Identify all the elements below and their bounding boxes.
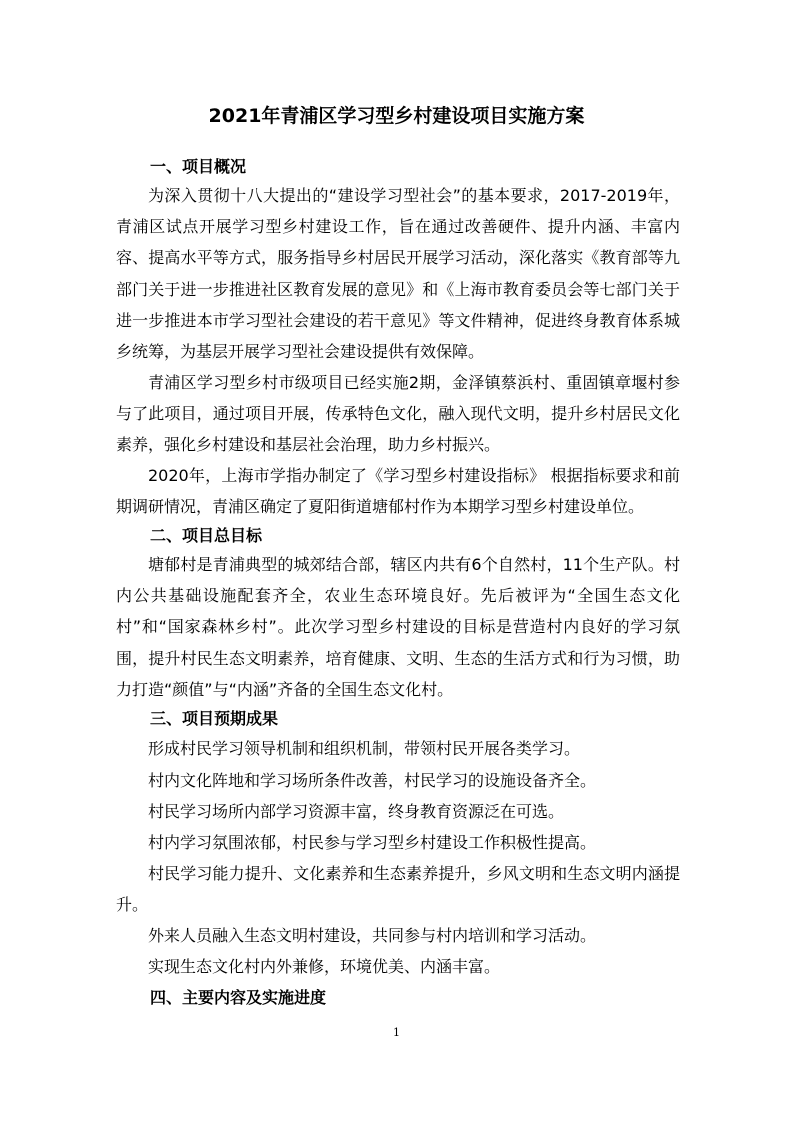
document-title: 2021年青浦区学习型乡村建设项目实施方案 — [208, 105, 585, 127]
list-item-result: 外来人员融入生态文明村建设，共同参与村内培训和学习活动。 — [148, 926, 597, 945]
list-item-result: 实现生态文化村内外兼修，环境优美、内涵丰富。 — [148, 957, 501, 976]
list-item-result: 村内学习氛围浓郁，村民参与学习型乡村建设工作积极性提高。 — [148, 833, 597, 852]
list-item-result: 村民学习场所内部学习资源丰富，终身教育资源泛在可选。 — [148, 802, 565, 821]
section-heading-expected-results: 三、项目预期成果 — [150, 709, 279, 728]
list-item-result: 村内文化阵地和学习场所条件改善，村民学习的设施设备齐全。 — [148, 771, 597, 790]
list-item-result: 形成村民学习领导机制和组织机制，带领村民开展各类学习。 — [148, 739, 581, 758]
section-heading-overview: 一、项目概况 — [150, 157, 247, 176]
section-heading-goal: 二、项目总目标 — [150, 526, 263, 545]
paragraph-overview-1: 为深入贯彻十八大提出的“建设学习型社会”的基本要求，2017-2019年，青浦区试点开展学习型乡村建设工作，旨在通过改善硬件、提升内涵、丰富内容、提高水平等方式，服务指导乡村居民开展学习活动，深化落实《教育部等九部门关于进一步推进社区教育发展的意见》和《上海市教育委员会等七部门关于进一步推进本市学习型社会建设的若干意见》等文件精神，促进终身教育体系城乡统筹，为基层开展学习型社会建设提供有效保障。 — [116, 186, 680, 362]
paragraph-overview-2: 青浦区学习型乡村市级项目已经实施2期，金泽镇蔡浜村、重固镇章堰村参与了此项目，通过项目开展，传承特色文化，融入现代文明，提升乡村居民文化素养，强化乡村建设和基层社会治理，助力乡村振兴。 — [116, 373, 680, 455]
section-heading-content-schedule: 四、主要内容及实施进度 — [150, 988, 327, 1007]
page-number: 1 — [393, 1026, 400, 1039]
paragraph-overview-3: 2020年，上海市学指办制定了《学习型乡村建设指标》 根据指标要求和前期调研情况，青浦区确定了夏阳街道塘郁村作为本期学习型乡村建设单位。 — [116, 466, 680, 517]
list-item-result: 村民学习能力提升、文化素养和生态素养提升，乡风文明和生态文明内涵提升。 — [116, 864, 680, 915]
paragraph-goal-1: 塘郁村是青浦典型的城郊结合部，辖区内共有6个自然村，11个生产队。村内公共基础设施配套齐全，农业生态环境良好。先后被评为“全国生态文化村”和“国家森林乡村”。此次学习型乡村建设的目标是营造村内良好的学习氛围，提升村民生态文明素养，培育健康、文明、生态的生活方式和行为习惯，助力打造“颜值”与“内涵”齐备的全国生态文化村。 — [116, 555, 680, 699]
